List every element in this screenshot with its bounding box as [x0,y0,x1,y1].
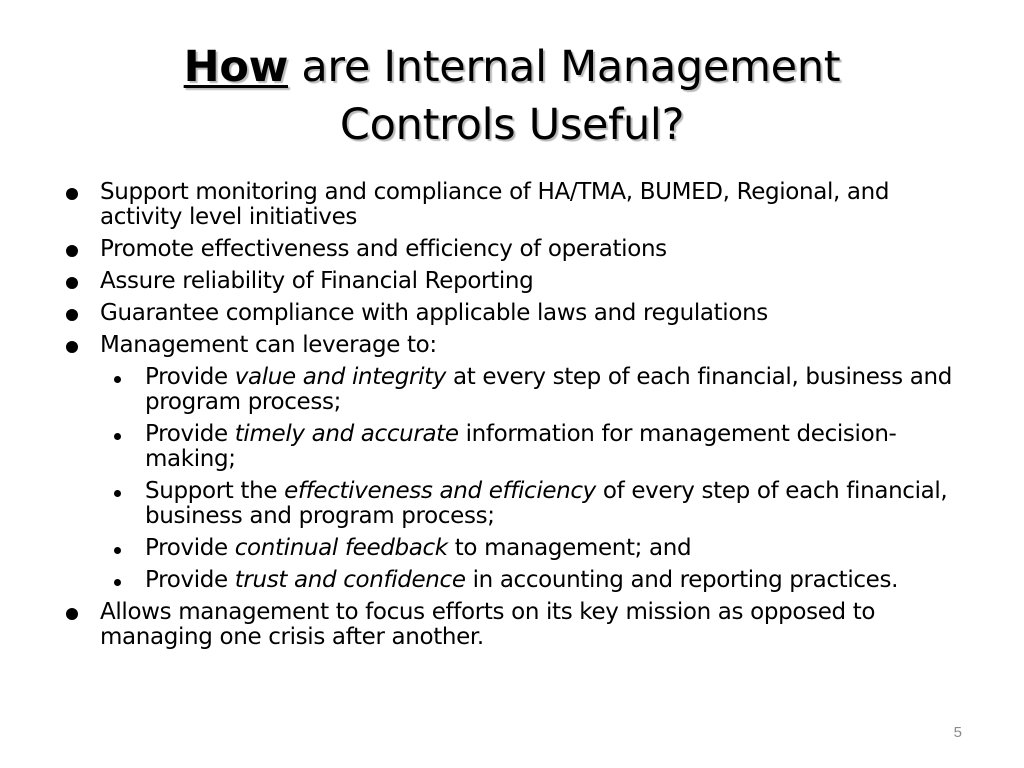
sub-bullet-item-4 [0,536,960,568]
bullet-text: Allows management to focus efforts on its key mission as opposed to managing one crisis after another. [100,599,876,650]
sub-bullet-before: Support the [145,478,285,504]
bullet-dot-icon [66,608,78,620]
title-line1-rest: are Internal Management [288,42,841,92]
bullet-list [0,180,1024,657]
sub-bullet-item-3 [0,479,960,536]
sub-bullet-emphasis: timely and accurate [234,421,459,447]
sub-bullet-before: Provide [145,421,235,447]
bullet-item-6 [0,600,960,657]
bullet-text: Assure reliability of Financial Reporting [100,268,534,294]
sub-bullet-dot-icon [114,433,121,440]
sub-bullet-item-2 [0,422,960,479]
sub-bullet-before: Provide [145,535,235,561]
sub-bullet-item-5 [0,568,960,600]
bullet-item-3 [0,269,960,301]
sub-bullet-emphasis: continual feedback [234,535,448,561]
sub-bullet-emphasis: trust and confidence [234,567,466,593]
sub-bullet-after: information for management decision-making; [145,421,897,472]
sub-bullet-after: to management; and [447,535,692,561]
bullet-dot-icon [66,245,78,257]
sub-bullet-before: Provide [145,567,235,593]
sub-bullet-emphasis: effectiveness and efficiency [284,478,596,504]
title-emphasis: How [183,42,289,92]
bullet-text: Guarantee compliance with applicable laws and regulations [100,300,768,326]
bullet-dot-icon [66,277,78,289]
slide-title [60,38,964,154]
bullet-text: Promote effectiveness and efficiency of operations [100,236,667,262]
bullet-text: Support monitoring and compliance of HA/TMA, BUMED, Regional, and activity level initiatives [100,179,890,230]
sub-bullet-dot-icon [114,490,121,497]
title-line2: Controls Useful? [339,100,685,150]
sub-bullet-after: in accounting and reporting practices. [465,567,899,593]
sub-bullet-dot-icon [114,547,121,554]
sub-bullet-dot-icon [114,376,121,383]
sub-bullet-dot-icon [114,579,121,586]
sub-bullet-after: of every step of each financial, business and program process; [145,478,948,529]
bullet-text: Management can leverage to: [100,332,437,358]
page-number: 5 [953,724,962,741]
sub-bullet-before: Provide [145,364,235,390]
bullet-item-1 [0,180,960,237]
bullet-dot-icon [66,309,78,321]
bullet-dot-icon [66,341,78,353]
bullet-item-2 [0,237,960,269]
sub-bullet-emphasis: value and integrity [234,364,447,390]
sub-bullet-item-1 [0,365,960,422]
bullet-item-5 [0,333,960,365]
bullet-dot-icon [66,188,78,200]
bullet-item-4 [0,301,960,333]
sub-bullet-after: at every step of each financial, business and program process; [145,364,952,415]
